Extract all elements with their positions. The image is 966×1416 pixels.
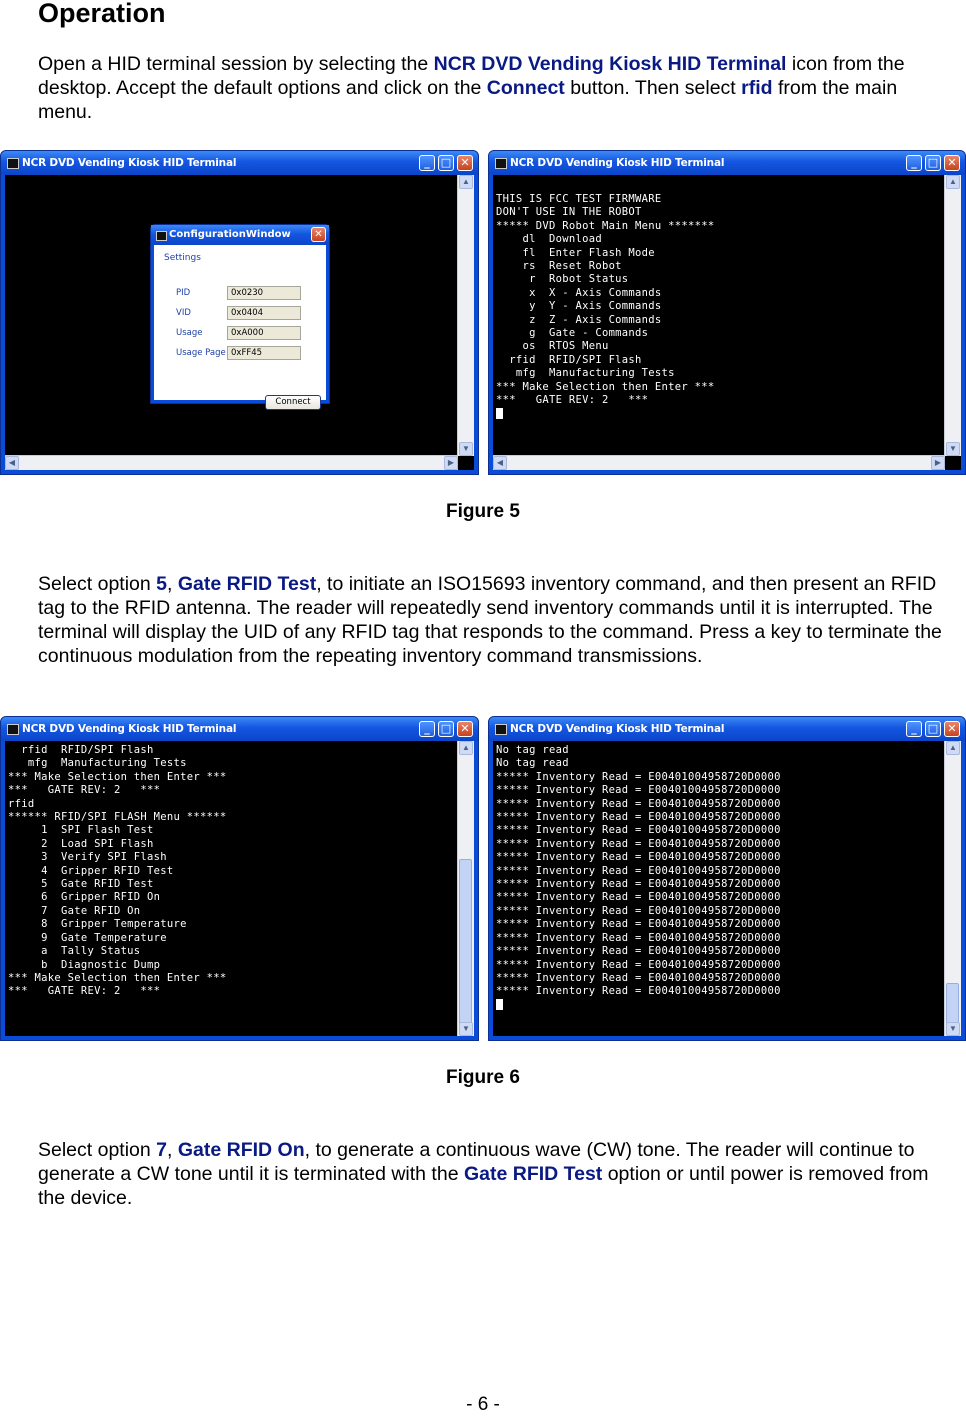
terminal-area[interactable] [5,741,474,1036]
usage-input[interactable]: 0xA000 [227,326,301,340]
scroll-left-icon[interactable]: ◀ [5,456,19,470]
maximize-button[interactable]: □ [925,721,941,737]
para2-text-1: Select option [38,573,157,595]
scroll-left-icon[interactable]: ◀ [493,456,507,470]
window-title-bar[interactable] [1,717,478,741]
intro-text-2: icon from the desktop. Accept the default options and click on the [38,53,905,99]
terminal-app-icon [7,158,19,169]
scroll-down-icon[interactable]: ▼ [459,1022,473,1036]
terminal-window-config [0,150,479,475]
maximize-button[interactable]: □ [925,155,941,171]
scroll-thumb[interactable] [459,859,472,1029]
para3-highlight-option: 7 [156,1139,168,1161]
terminal-window-rfid-menu [0,716,479,1041]
figure-5-caption: Figure 5 [446,501,520,522]
terminal-window-main-menu [488,150,966,475]
terminal-area[interactable] [493,741,961,1036]
minimize-button[interactable]: _ [906,721,922,737]
scroll-down-icon[interactable]: ▼ [459,442,473,456]
terminal-area[interactable] [493,175,961,470]
connect-button[interactable]: Connect [265,395,321,410]
vertical-scrollbar[interactable] [944,175,961,456]
vertical-scrollbar[interactable] [944,741,961,1036]
para3-text-1: Select option [38,1139,157,1161]
intro-highlight-app: NCR DVD Vending Kiosk HID Terminal [433,53,787,75]
para2-highlight-gate-rfid-test: Gate RFID Test [177,573,317,595]
usage-label: Usage [176,328,203,338]
configuration-dialog [150,224,330,407]
scroll-down-icon[interactable]: ▼ [946,442,960,456]
terminal-text: No tag read No tag read ***** Inventory Read = E00401004958720D0000 ***** Inventory Read = E00401004958720D0000 ***** Inventory Read = E00401004958720D0000 ***** Inventory Read = E00401004958720D0000 ***** Inventory Read = E00401004958720D0000 ***** Inventory Read = E00401004958720D0000 ***** Inventory Read = E00401004958720D0000 ***** Inventory Read = E00401004958720D0000 ***** Inventory Read = E00401004958720D0000 ***** Inventory Read = E00401004958720D0000 ***** Inventory Read = E00401004958720D0000 ***** Inventory Read = E00401004958720D0000 ***** Inventory Read = E00401004958720D0000 ***** Inventory Read = E00401004958720D0000 ***** Inventory Read = E00401004958720D0000 ***** Inventory Read = E00401004958720D0000 ***** Inventory Read = E00401004958720D0000 [496,744,781,998]
vertical-scrollbar[interactable] [457,175,474,456]
para2-text-2: , [167,573,178,595]
dialog-title: ConfigurationWindow [169,229,291,240]
gate-rfid-test-paragraph [38,572,943,668]
terminal-window-inventory [488,716,966,1041]
pid-input[interactable]: 0x0230 [227,286,301,300]
terminal-text: THIS IS FCC TEST FIRMWARE DON'T USE IN THE ROBOT ***** DVD Robot Main Menu ******* dl Download fl Enter Flash Mode rs Reset Robot r Robot Status x X - Axis Commands y Y - Axis Commands z Z - Axis Commands g Gate - Commands os RTOS Menu rfid RFID/SPI Flash mfg Manufacturing Tests *** Make Selection then Enter *** *** GATE REV: 2 *** [496,193,715,407]
intro-text-4: from the main menu. [38,77,898,123]
intro-text-3: button. Then select [564,77,742,99]
window-title: NCR DVD Vending Kiosk HID Terminal [22,157,237,169]
para2-highlight-option: 5 [156,573,168,595]
intro-text-1: Open a HID terminal session by selecting the [38,53,434,75]
window-title-bar[interactable] [489,151,965,175]
maximize-button[interactable]: □ [438,155,454,171]
scroll-up-icon[interactable]: ▲ [946,741,960,755]
dialog-title-bar[interactable] [151,225,329,245]
page-number: - 6 - [466,1394,500,1415]
intro-highlight-rfid: rfid [741,77,773,99]
para3-text-2: , [167,1139,178,1161]
terminal-app-icon [7,724,19,735]
settings-group-label: Settings [164,253,201,263]
window-title: NCR DVD Vending Kiosk HID Terminal [510,157,725,169]
minimize-button[interactable]: _ [419,721,435,737]
terminal-cursor [496,999,503,1010]
scroll-up-icon[interactable]: ▲ [459,741,473,755]
maximize-button[interactable]: □ [438,721,454,737]
minimize-button[interactable]: _ [906,155,922,171]
dialog-close-button[interactable]: ✕ [311,227,326,242]
usage-page-label: Usage Page [176,348,226,358]
window-title: NCR DVD Vending Kiosk HID Terminal [22,723,237,735]
para3-text-3: , to generate a continuous wave (CW) tone. The reader will continue to generate a CW tone until it is terminated with the [38,1139,915,1185]
window-title-bar[interactable] [1,151,478,175]
close-button[interactable]: ✕ [944,155,960,171]
vid-label: VID [176,308,191,318]
window-title-bar[interactable] [489,717,965,741]
terminal-output [496,193,715,422]
figure-6-caption: Figure 6 [446,1067,520,1088]
vid-input[interactable]: 0x0404 [227,306,301,320]
scroll-right-icon[interactable]: ▶ [444,456,458,470]
para3-text-4: option or until power is removed from the device. [38,1163,929,1209]
horizontal-scrollbar[interactable] [493,455,945,470]
minimize-button[interactable]: _ [419,155,435,171]
pid-label: PID [176,288,191,298]
window-title: NCR DVD Vending Kiosk HID Terminal [510,723,725,735]
close-button[interactable]: ✕ [944,721,960,737]
scroll-down-icon[interactable]: ▼ [946,1022,960,1036]
scroll-right-icon[interactable]: ▶ [931,456,945,470]
para3-highlight-gate-rfid-test: Gate RFID Test [463,1163,603,1185]
terminal-app-icon [495,724,507,735]
horizontal-scrollbar[interactable] [5,455,458,470]
terminal-app-icon [495,158,507,169]
gate-rfid-on-paragraph [38,1138,943,1210]
dialog-body [154,245,326,407]
para3-highlight-gate-rfid-on: Gate RFID On [177,1139,305,1161]
close-button[interactable]: ✕ [457,155,473,171]
scroll-up-icon[interactable]: ▲ [459,175,473,189]
intro-paragraph [38,52,943,124]
terminal-cursor [496,408,503,419]
page-heading: Operation [38,0,166,28]
para2-text-3: , to initiate an ISO15693 inventory command, and then present an RFID tag to the RFID antenna. The reader will repeatedly send inventory commands until it is interrupted. The terminal will display the UID of any RFID tag that responds to the command. Press a key to terminate the continuous modulation from the repeating inventory command transmissions. [38,573,942,667]
terminal-output: rfid RFID/SPI Flash mfg Manufacturing Tests *** Make Selection then Enter *** *** GATE REV: 2 *** rfid ****** RFID/SPI FLASH Menu ****** 1 SPI Flash Test 2 Load SPI Flash 3 Verify SPI Flash 4 Gripper RFID Test 5 Gate RFID Test 6 Gripper RFID On 7 Gate RFID On 8 Gripper Temperature 9 Gate Temperature a Tally Status b Diagnostic Dump *** Make Selection then Enter *** *** GATE REV: 2 *** [8,744,227,998]
close-button[interactable]: ✕ [457,721,473,737]
vertical-scrollbar[interactable] [457,741,474,1036]
intro-highlight-connect: Connect [486,77,565,99]
dialog-app-icon [156,231,167,241]
terminal-output [496,744,781,1013]
scroll-up-icon[interactable]: ▲ [946,175,960,189]
usage-page-input[interactable]: 0xFF45 [227,346,301,360]
